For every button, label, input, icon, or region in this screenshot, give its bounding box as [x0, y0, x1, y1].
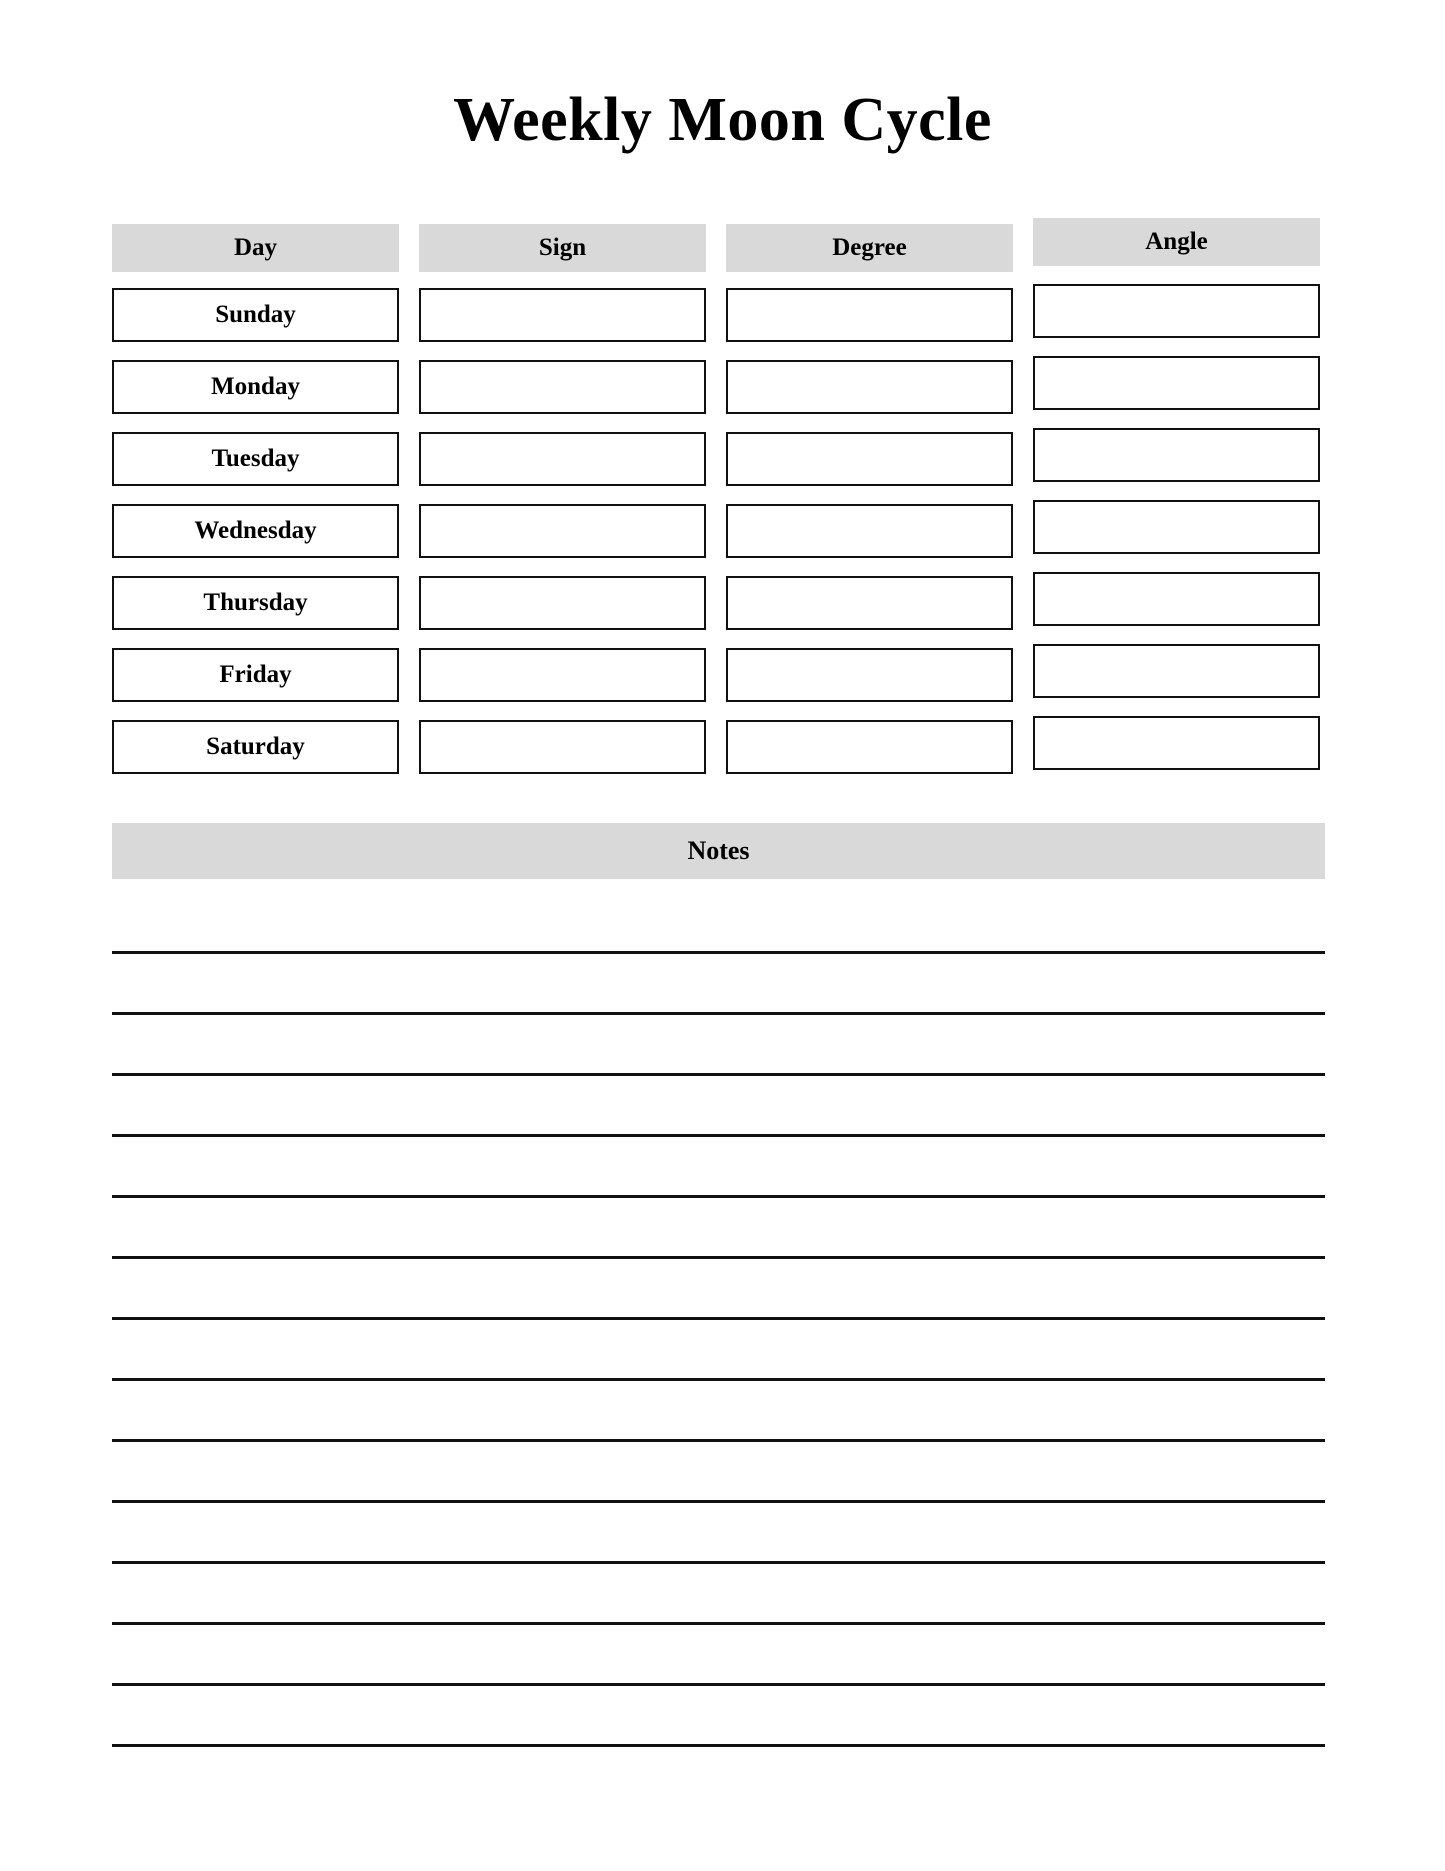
- notes-line[interactable]: [112, 1561, 1325, 1622]
- sign-input-wednesday[interactable]: [419, 504, 706, 558]
- angle-input-friday[interactable]: [1033, 644, 1320, 698]
- angle-input-thursday[interactable]: [1033, 572, 1320, 626]
- sign-input-tuesday[interactable]: [419, 432, 706, 486]
- day-label-wednesday: Wednesday: [112, 504, 399, 558]
- day-label-tuesday: Tuesday: [112, 432, 399, 486]
- notes-line[interactable]: [112, 1134, 1325, 1195]
- day-label-monday: Monday: [112, 360, 399, 414]
- notes-line[interactable]: [112, 1073, 1325, 1134]
- column-header-angle: Angle: [1033, 218, 1320, 266]
- table-row: [112, 432, 1325, 504]
- degree-input-sunday[interactable]: [726, 288, 1013, 342]
- notes-line[interactable]: [112, 1195, 1325, 1256]
- table-row: [112, 360, 1325, 432]
- table-row: [112, 720, 1325, 792]
- day-label-thursday: Thursday: [112, 576, 399, 630]
- notes-line[interactable]: [112, 1012, 1325, 1073]
- angle-input-saturday[interactable]: [1033, 716, 1320, 770]
- degree-input-friday[interactable]: [726, 648, 1013, 702]
- notes-line[interactable]: [112, 951, 1325, 1012]
- notes-line[interactable]: [112, 1317, 1325, 1378]
- angle-input-sunday[interactable]: [1033, 284, 1320, 338]
- sign-input-friday[interactable]: [419, 648, 706, 702]
- page-title: Weekly Moon Cycle: [453, 86, 992, 154]
- notes-line[interactable]: [112, 1622, 1325, 1683]
- column-header-day: Day: [112, 224, 399, 272]
- moon-cycle-table: [112, 218, 1325, 272]
- degree-input-tuesday[interactable]: [726, 432, 1013, 486]
- table-row: [112, 504, 1325, 576]
- notes-line[interactable]: [112, 1256, 1325, 1317]
- sign-input-sunday[interactable]: [419, 288, 706, 342]
- table-row: [112, 288, 1325, 360]
- angle-input-tuesday[interactable]: [1033, 428, 1320, 482]
- sign-input-saturday[interactable]: [419, 720, 706, 774]
- table-body: [112, 288, 1325, 792]
- sign-input-thursday[interactable]: [419, 576, 706, 630]
- day-label-friday: Friday: [112, 648, 399, 702]
- degree-input-saturday[interactable]: [726, 720, 1013, 774]
- notes-line[interactable]: [112, 1378, 1325, 1439]
- table-row: [112, 648, 1325, 720]
- day-label-sunday: Sunday: [112, 288, 399, 342]
- notes-line[interactable]: [112, 1500, 1325, 1561]
- degree-input-thursday[interactable]: [726, 576, 1013, 630]
- angle-input-wednesday[interactable]: [1033, 500, 1320, 554]
- angle-input-monday[interactable]: [1033, 356, 1320, 410]
- degree-input-wednesday[interactable]: [726, 504, 1013, 558]
- sign-input-monday[interactable]: [419, 360, 706, 414]
- table-row: [112, 576, 1325, 648]
- degree-input-monday[interactable]: [726, 360, 1013, 414]
- notes-line[interactable]: [112, 1683, 1325, 1744]
- day-label-saturday: Saturday: [112, 720, 399, 774]
- column-header-degree: Degree: [726, 224, 1013, 272]
- notes-section-header: Notes: [112, 823, 1325, 879]
- notes-writing-area[interactable]: [112, 951, 1325, 1805]
- column-header-sign: Sign: [419, 224, 706, 272]
- notes-line[interactable]: [112, 1439, 1325, 1500]
- notes-line[interactable]: [112, 1744, 1325, 1805]
- table-header-row: [112, 218, 1325, 272]
